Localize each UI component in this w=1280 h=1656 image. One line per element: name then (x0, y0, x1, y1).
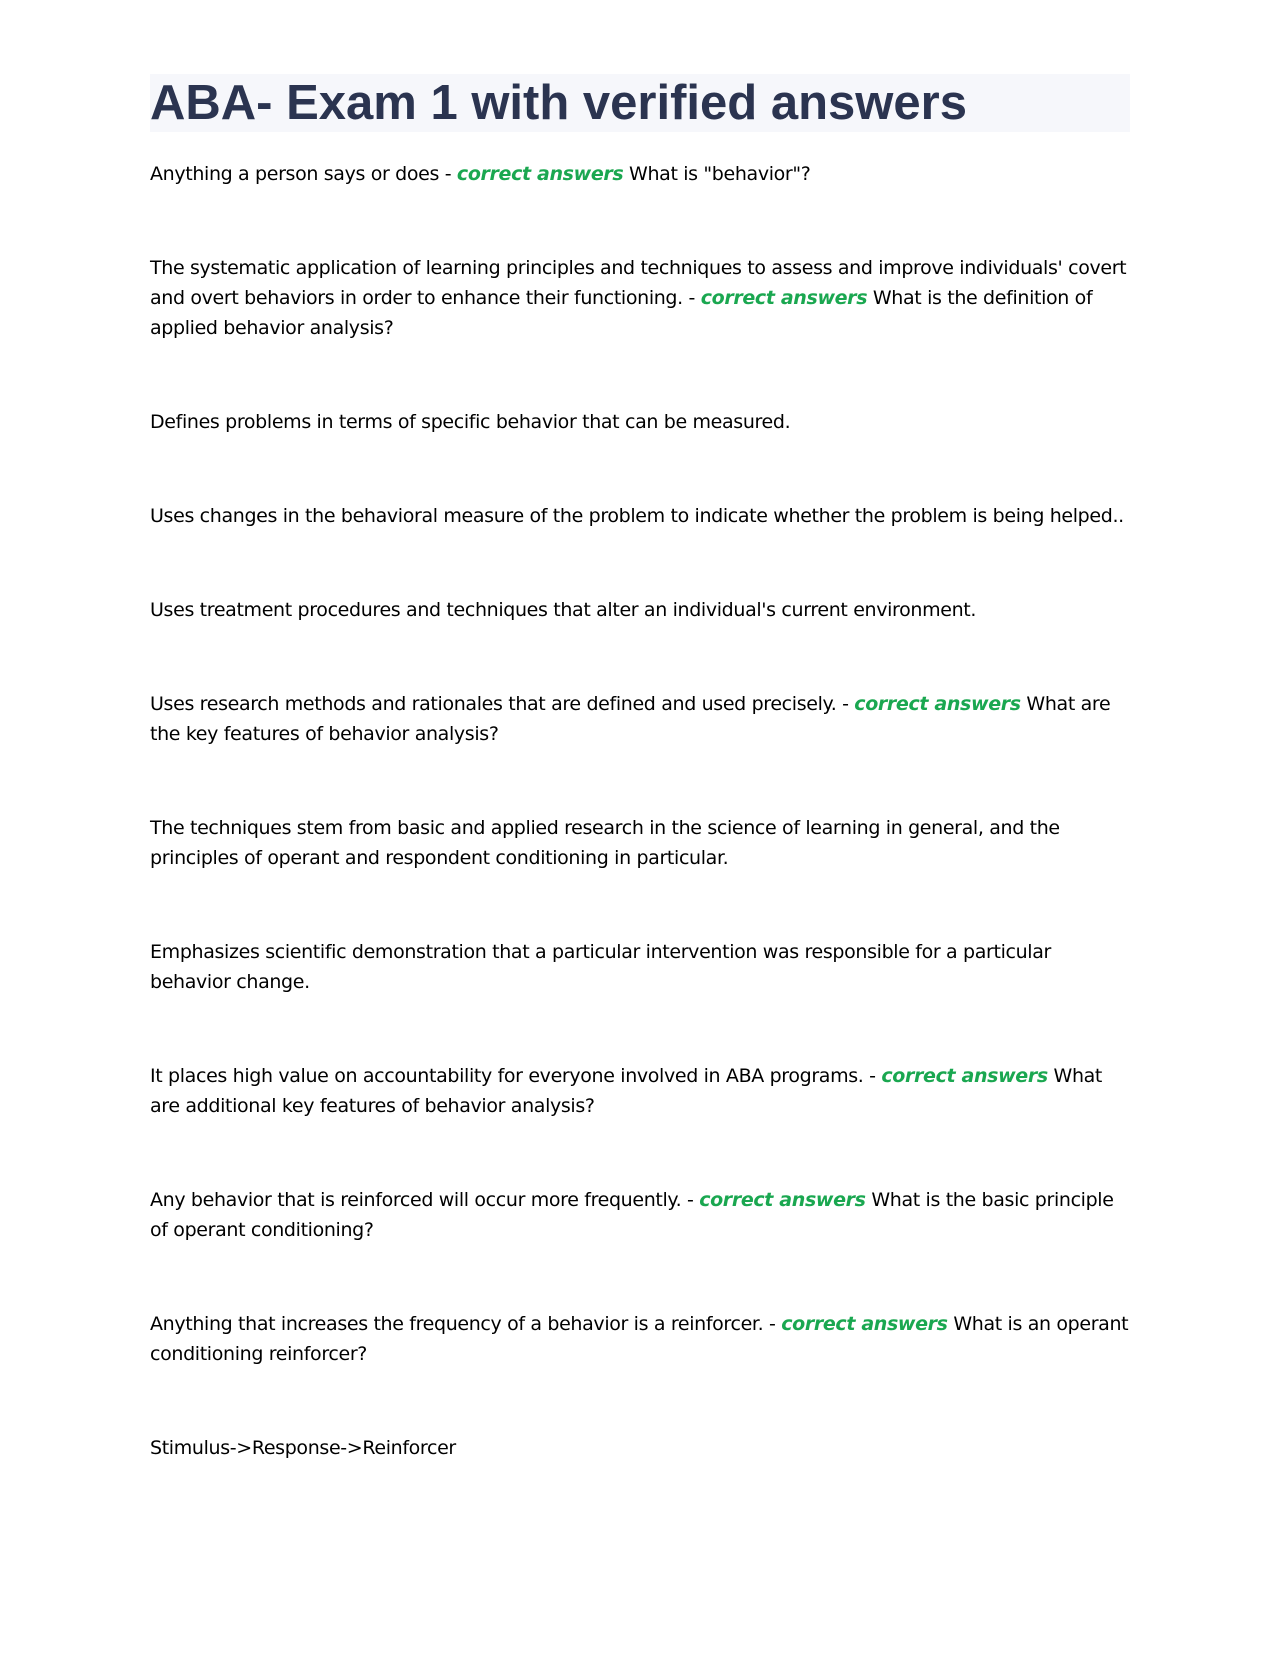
answer-text: Anything a person says or does - (150, 163, 457, 185)
answer-text: Any behavior that is reinforced will occur more frequently. - (150, 1189, 700, 1211)
answer-text: Uses research methods and rationales that are defined and used precisely. - (150, 693, 855, 715)
correct-answers-tag: correct answers (700, 287, 868, 309)
answer-text: Uses changes in the behavioral measure of the problem to indicate whether the problem is being helped.. (150, 505, 1124, 527)
answer-entry (150, 407, 1130, 437)
qa-entry (150, 159, 1130, 189)
qa-entry (150, 253, 1130, 343)
document-page (150, 74, 1130, 1527)
answer-entry (150, 937, 1130, 997)
correct-answers-tag: correct answers (881, 1065, 1048, 1087)
page-title: ABA- Exam 1 with verified answers (150, 76, 967, 130)
question-text: What is the definition of applied behavior analysis? (150, 287, 1093, 339)
answer-text: It places high value on accountability for everyone involved in ABA programs. - (150, 1065, 882, 1087)
answer-entry (150, 501, 1130, 531)
answer-text: The systematic application of learning principles and techniques to assess and improve individuals' covert and overt behaviors in order to enhance their functioning. - (150, 257, 1127, 309)
question-text: What are the key features of behavior analysis? (150, 693, 1111, 745)
answer-entry (150, 813, 1130, 873)
qa-entry (150, 1061, 1130, 1121)
correct-answers-tag: correct answers (854, 693, 1021, 715)
answer-text: Emphasizes scientific demonstration that a particular intervention was responsible for a particular behavior change. (150, 941, 1051, 993)
correct-answers-tag: correct answers (781, 1313, 948, 1335)
qa-entry (150, 1185, 1130, 1245)
answer-text: Uses treatment procedures and techniques that alter an individual's current environment. (150, 599, 977, 621)
answer-text: Stimulus->Response->Reinforcer (150, 1437, 456, 1459)
qa-entry (150, 1309, 1130, 1369)
answer-entry (150, 595, 1130, 625)
question-text: What is the basic principle of operant conditioning? (150, 1189, 1114, 1241)
question-text: What are additional key features of behavior analysis? (150, 1065, 1103, 1117)
answer-text: Defines problems in terms of specific behavior that can be measured. (150, 411, 791, 433)
question-text: What is "behavior"? (623, 163, 811, 185)
qa-entry (150, 689, 1130, 749)
question-text: What is an operant conditioning reinforcer? (150, 1313, 1129, 1365)
title-banner (150, 74, 1130, 132)
answer-text: The techniques stem from basic and applied research in the science of learning in general, and the principles of operant and respondent conditioning in particular. (150, 817, 1060, 869)
correct-answers-tag: correct answers (699, 1189, 866, 1211)
answer-text: Anything that increases the frequency of a behavior is a reinforcer. - (150, 1313, 782, 1335)
entry-list (150, 159, 1130, 1463)
answer-entry (150, 1433, 1130, 1463)
correct-answers-tag: correct answers (456, 163, 624, 185)
